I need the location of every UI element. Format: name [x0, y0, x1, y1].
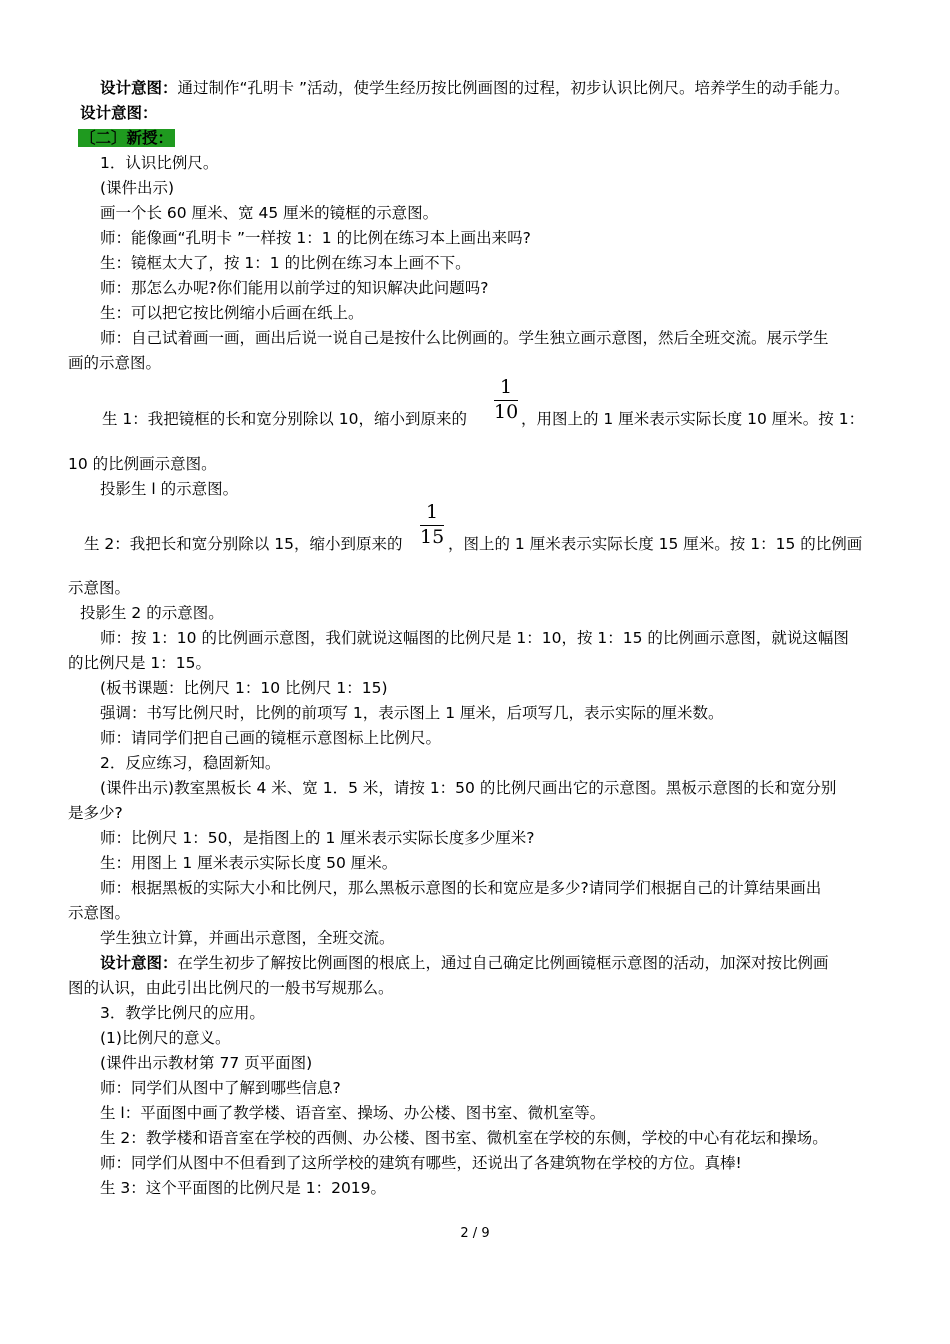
paragraph-line: ，图上的 1 厘米表示实际长度 15 厘米。按 1：15 的比例画: [448, 535, 863, 553]
fraction-2-numerator: 1: [425, 501, 439, 523]
paragraph-line: 图的认识，由此引出比例尺的一般书写规那么。: [68, 979, 394, 997]
paragraph-line: 投影生 2 的示意图。: [80, 604, 224, 622]
paragraph-line: 的比例尺是 1：15。: [68, 654, 212, 672]
paragraph-line: 师：自己试着画一画，画出后说一说自己是按什么比例画的。学生独立画示意图，然后全班交流。展示学生: [100, 329, 829, 347]
paragraph-line: (1)比例尺的意义。: [100, 1029, 231, 1047]
paragraph-line: 生：用图上 1 厘米表示实际长度 50 厘米。: [100, 854, 398, 872]
paragraph-line: 师：同学们从图中了解到哪些信息?: [100, 1079, 341, 1097]
section-heading-highlight: 〔二〕新授：: [80, 129, 174, 147]
paragraph-line: (课件出示): [100, 179, 175, 197]
design-intent-1: [100, 77, 850, 99]
paragraph-line: 师：那怎么办呢?你们能用以前学过的知识解决此问题吗?: [100, 279, 489, 297]
paragraph-line: 生 2：我把长和宽分别除以 15，缩小到原来的: [84, 535, 403, 553]
design-intent-text: 通过制作“孔明卡 ”活动，使学生经历按比例画图的过程，初步认识比例尺。培养学生的动手能力。: [177, 79, 850, 97]
paragraph-line: ，用图上的 1 厘米表示实际长度 10 厘米。按 1：: [521, 410, 865, 428]
paragraph-line: 是多少?: [68, 804, 123, 822]
paragraph-line: 师：根据黑板的实际大小和比例尺，那么黑板示意图的长和宽应是多少?请同学们根据自己的计算结果画出: [100, 879, 822, 897]
paragraph-line: 10 的比例画示意图。: [68, 455, 217, 473]
page-number: 2 / 9: [460, 1226, 490, 1241]
paragraph-line: 师：能像画“孔明卡 ”一样按 1：1 的比例在练习本上画出来吗?: [100, 229, 531, 247]
paragraph-line: 强调：书写比例尺时，比例的前项写 1，表示图上 1 厘米，后项写几，表示实际的厘米数。: [100, 704, 724, 722]
paragraph-line: 示意图。: [68, 904, 131, 922]
paragraph-line: 3．教学比例尺的应用。: [100, 1004, 265, 1022]
section-heading: [78, 127, 175, 149]
paragraph-line: 生 1：我把镜框的长和宽分别除以 10，缩小到原来的: [102, 410, 467, 428]
design-intent-2-label: 设计意图：: [80, 104, 158, 122]
fraction-2-denominator: 15: [420, 526, 445, 548]
paragraph-line: 画的示意图。: [68, 354, 162, 372]
paragraph-line: 生 2：教学楼和语音室在学校的西侧、办公楼、图书室、微机室在学校的东侧，学校的中心有花坛和操场。: [100, 1129, 828, 1147]
paragraph-line: 生：镜框太大了，按 1：1 的比例在练习本上画不下。: [100, 254, 471, 272]
paragraph-line: 投影生 l 的示意图。: [100, 480, 239, 498]
paragraph-line: 生：可以把它按比例缩小后画在纸上。: [100, 304, 364, 322]
paragraph-line: 1．认识比例尺。: [100, 154, 219, 172]
paragraph-line: 师：按 1：10 的比例画示意图，我们就说这幅图的比例尺是 1：10，按 1：15 的比例画示意图，就说这幅图: [100, 629, 849, 647]
paragraph-line: 师：同学们从图中不但看到了这所学校的建筑有哪些，还说出了各建筑物在学校的方位。真棒!: [100, 1154, 742, 1172]
paragraph-line: 学生独立计算，并画出示意图，全班交流。: [100, 929, 395, 947]
paragraph-line: 生 l：平面图中画了教学楼、语音室、操场、办公楼、图书室、微机室等。: [100, 1104, 606, 1122]
design-intent-label: 设计意图：: [100, 954, 178, 972]
paragraph-line: 师：请同学们把自己画的镜框示意图标上比例尺。: [100, 729, 442, 747]
fraction-1-numerator: 1: [499, 376, 513, 398]
fraction-1-denominator: 10: [494, 401, 519, 423]
paragraph-line: 师：比例尺 1：50，是指图上的 1 厘米表示实际长度多少厘米?: [100, 829, 535, 847]
paragraph-line: 2．反应练习，稳固新知。: [100, 754, 281, 772]
paragraph-line: 生 3：这个平面图的比例尺是 1：2019。: [100, 1179, 387, 1197]
paragraph-line: 画一个长 60 厘米、宽 45 厘米的镜框的示意图。: [100, 204, 439, 222]
design-intent-3: [100, 952, 829, 974]
design-intent-text: 在学生初步了解按比例画图的根底上，通过自己确定比例画镜框示意图的活动，加深对按比例画: [177, 954, 829, 972]
paragraph-line: (板书课题：比例尺 1：10 比例尺 1：15): [100, 679, 388, 697]
paragraph-line: (课件出示教材第 77 页平面图): [100, 1054, 313, 1072]
design-intent-label: 设计意图：: [100, 79, 178, 97]
paragraph-line: (课件出示)教室黑板长 4 米、宽 1．5 米，请按 1：50 的比例尺画出它的示意图。黑板示意图的长和宽分别: [100, 779, 837, 797]
paragraph-line: 示意图。: [68, 579, 131, 597]
